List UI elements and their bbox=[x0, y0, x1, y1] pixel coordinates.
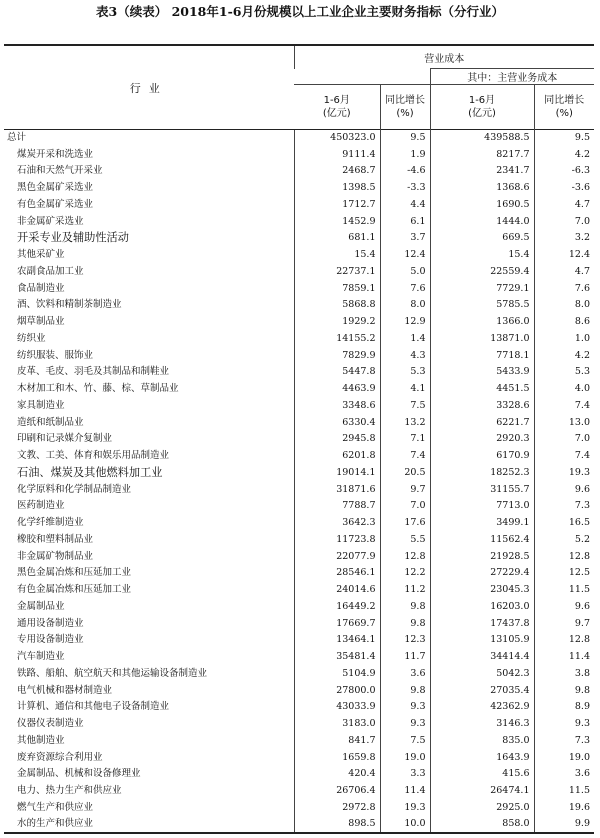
operating-cost-growth-cell: 9.3 bbox=[380, 699, 430, 716]
operating-cost-value-cell: 22737.1 bbox=[294, 264, 380, 281]
main-cost-value-cell: 1368.6 bbox=[430, 180, 534, 197]
operating-cost-value-cell: 7859.1 bbox=[294, 280, 380, 297]
operating-cost-value-cell: 5868.8 bbox=[294, 297, 380, 314]
main-cost-growth-cell: 7.6 bbox=[534, 280, 594, 297]
main-period-header bbox=[430, 85, 534, 130]
operating-cost-growth-cell: 11.7 bbox=[380, 649, 430, 666]
table-row bbox=[4, 532, 594, 549]
operating-cost-growth-cell: 13.2 bbox=[380, 414, 430, 431]
main-cost-growth-cell: 12.5 bbox=[534, 565, 594, 582]
operating-cost-value-cell: 43033.9 bbox=[294, 699, 380, 716]
operating-cost-growth-cell: 9.5 bbox=[380, 130, 430, 147]
industry-name-cell: 通用设备制造业 bbox=[17, 617, 84, 629]
operating-cost-growth-cell: 7.1 bbox=[380, 431, 430, 448]
main-cost-value-cell: 3146.3 bbox=[430, 716, 534, 733]
industry-name-cell: 煤炭开采和洗选业 bbox=[17, 148, 94, 160]
industry-name-cell: 木材加工和木、竹、藤、棕、草制品业 bbox=[17, 383, 179, 395]
main-cost-value-cell: 27229.4 bbox=[430, 565, 534, 582]
operating-cost-growth-cell: 12.4 bbox=[380, 247, 430, 264]
industry-name-cell: 石油、煤炭及其他燃料加工业 bbox=[17, 465, 163, 479]
operating-cost-growth-cell: 3.6 bbox=[380, 666, 430, 683]
table-row bbox=[4, 716, 594, 733]
table-row bbox=[4, 163, 594, 180]
main-cost-growth-cell: 12.8 bbox=[534, 632, 594, 649]
operating-cost-growth-cell: 19.3 bbox=[380, 800, 430, 817]
main-cost-value-cell: 21928.5 bbox=[430, 548, 534, 565]
table-row bbox=[4, 431, 594, 448]
main-cost-value-cell: 7729.1 bbox=[430, 280, 534, 297]
operating-cost-value-cell: 7829.9 bbox=[294, 347, 380, 364]
operating-cost-value-cell: 17669.7 bbox=[294, 615, 380, 632]
period-header-line2: (亿元) bbox=[322, 108, 351, 119]
main-cost-value-cell: 13871.0 bbox=[430, 331, 534, 348]
table-row bbox=[4, 515, 594, 532]
industry-name-cell: 铁路、船舶、航空航天和其他运输设备制造业 bbox=[17, 667, 208, 679]
main-cost-value-cell: 11562.4 bbox=[430, 532, 534, 549]
operating-cost-value-cell: 24014.6 bbox=[294, 582, 380, 599]
main-cost-growth-cell: 7.4 bbox=[534, 448, 594, 465]
table-row bbox=[4, 800, 594, 817]
main-cost-value-cell: 2920.3 bbox=[430, 431, 534, 448]
industry-name-cell: 燃气生产和供应业 bbox=[17, 801, 94, 813]
operating-cost-growth-cell: 12.3 bbox=[380, 632, 430, 649]
main-cost-value-cell: 22559.4 bbox=[430, 264, 534, 281]
industry-name-cell: 有色金属矿采选业 bbox=[17, 198, 94, 210]
industry-name-cell: 皮革、毛皮、羽毛及其制品和制鞋业 bbox=[17, 366, 170, 378]
industry-name-cell: 橡胶和塑料制品业 bbox=[17, 533, 94, 545]
operating-cost-value-cell: 1659.8 bbox=[294, 749, 380, 766]
operating-cost-growth-cell: 1.9 bbox=[380, 146, 430, 163]
main-cost-growth-cell: 8.0 bbox=[534, 297, 594, 314]
table-row bbox=[4, 180, 594, 197]
operating-cost-growth-cell: 7.5 bbox=[380, 733, 430, 750]
operating-cost-value-cell: 3348.6 bbox=[294, 398, 380, 415]
table-row bbox=[4, 666, 594, 683]
operating-cost-growth-cell: 17.6 bbox=[380, 515, 430, 532]
industry-name-cell: 专用设备制造业 bbox=[17, 634, 84, 646]
main-growth-header bbox=[534, 85, 594, 130]
main-cost-growth-cell: 4.7 bbox=[534, 264, 594, 281]
main-cost-growth-cell: 7.3 bbox=[534, 733, 594, 750]
industry-name-cell: 印刷和记录媒介复制业 bbox=[17, 433, 113, 445]
industry-name-cell: 其他采矿业 bbox=[17, 249, 65, 261]
operating-cost-growth-cell: 8.0 bbox=[380, 297, 430, 314]
period-header-line1: 1-6月 bbox=[323, 95, 350, 106]
main-cost-value-cell: 2341.7 bbox=[430, 163, 534, 180]
main-cost-growth-cell: 9.6 bbox=[534, 481, 594, 498]
main-period-header-line1: 1-6月 bbox=[468, 95, 496, 106]
table-row bbox=[4, 465, 594, 482]
operating-cost-growth-cell: 20.5 bbox=[380, 465, 430, 482]
main-cost-growth-cell: 9.7 bbox=[534, 615, 594, 632]
operating-cost-value-cell: 31871.6 bbox=[294, 481, 380, 498]
main-cost-value-cell: 439588.5 bbox=[430, 130, 534, 147]
main-cost-growth-cell: 9.8 bbox=[534, 682, 594, 699]
main-cost-growth-cell: 19.0 bbox=[534, 749, 594, 766]
growth-header-line1: 同比增长 bbox=[385, 95, 425, 106]
industry-name-cell: 农副食品加工业 bbox=[17, 265, 84, 277]
operating-cost-value-cell: 19014.1 bbox=[294, 465, 380, 482]
main-cost-value-cell: 669.5 bbox=[430, 230, 534, 247]
financial-indicators-table bbox=[4, 44, 594, 834]
table-row bbox=[4, 599, 594, 616]
table-row bbox=[4, 749, 594, 766]
operating-cost-growth-cell: 7.4 bbox=[380, 448, 430, 465]
operating-cost-growth-cell: 11.4 bbox=[380, 783, 430, 800]
main-cost-growth-cell: 9.9 bbox=[534, 816, 594, 833]
main-cost-growth-cell: 7.3 bbox=[534, 498, 594, 515]
operating-cost-value-cell: 6330.4 bbox=[294, 414, 380, 431]
main-cost-value-cell: 1366.0 bbox=[430, 314, 534, 331]
operating-cost-value-cell: 420.4 bbox=[294, 766, 380, 783]
operating-cost-growth-cell: 9.7 bbox=[380, 481, 430, 498]
industry-name-cell: 纺织服装、服饰业 bbox=[17, 349, 94, 361]
industry-name-cell: 废弃资源综合利用业 bbox=[17, 751, 103, 763]
table-row bbox=[4, 448, 594, 465]
table-row bbox=[4, 130, 594, 147]
industry-name-cell: 金属制品业 bbox=[17, 600, 65, 612]
table-row bbox=[4, 146, 594, 163]
table-header bbox=[4, 45, 594, 130]
table-row bbox=[4, 331, 594, 348]
main-cost-value-cell: 26474.1 bbox=[430, 783, 534, 800]
operating-cost-growth-cell: 1.4 bbox=[380, 331, 430, 348]
industry-name-cell: 总计 bbox=[4, 130, 294, 147]
operating-cost-value-cell: 7788.7 bbox=[294, 498, 380, 515]
operating-cost-growth-cell: 5.0 bbox=[380, 264, 430, 281]
table-row bbox=[4, 381, 594, 398]
main-cost-value-cell: 3328.6 bbox=[430, 398, 534, 415]
table-body bbox=[4, 130, 594, 834]
main-cost-value-cell: 13105.9 bbox=[430, 632, 534, 649]
operating-cost-value-cell: 898.5 bbox=[294, 816, 380, 833]
main-growth-header-line2: (%) bbox=[555, 108, 573, 119]
table-title: 表3（续表） 2018年1-6月份规模以上工业企业主要财务指标（分行业） bbox=[96, 4, 504, 19]
main-cost-value-cell: 16203.0 bbox=[430, 599, 534, 616]
table-row bbox=[4, 816, 594, 833]
table-row bbox=[4, 632, 594, 649]
operating-cost-growth-cell: 12.8 bbox=[380, 548, 430, 565]
main-cost-growth-cell: 3.2 bbox=[534, 230, 594, 247]
operating-cost-value-cell: 2945.8 bbox=[294, 431, 380, 448]
main-cost-growth-cell: 4.2 bbox=[534, 347, 594, 364]
main-cost-value-cell: 31155.7 bbox=[430, 481, 534, 498]
operating-cost-value-cell: 450323.0 bbox=[294, 130, 380, 147]
table-row bbox=[4, 197, 594, 214]
main-period-header-line2: (亿元) bbox=[468, 108, 496, 119]
industry-name-cell: 其他制造业 bbox=[17, 734, 65, 746]
industry-name-cell: 纺织业 bbox=[17, 332, 46, 344]
main-cost-growth-cell: 13.0 bbox=[534, 414, 594, 431]
operating-cost-growth-cell: -3.3 bbox=[380, 180, 430, 197]
main-cost-value-cell: 858.0 bbox=[430, 816, 534, 833]
industry-name-cell: 烟草制品业 bbox=[17, 316, 65, 328]
table-row bbox=[4, 213, 594, 230]
operating-cost-value-cell: 27800.0 bbox=[294, 682, 380, 699]
operating-cost-value-cell: 28546.1 bbox=[294, 565, 380, 582]
industry-name-cell: 家具制造业 bbox=[17, 399, 65, 411]
main-cost-growth-cell: 11.5 bbox=[534, 582, 594, 599]
table-row bbox=[4, 414, 594, 431]
main-cost-growth-cell: 4.0 bbox=[534, 381, 594, 398]
table-row bbox=[4, 481, 594, 498]
main-cost-value-cell: 27035.4 bbox=[430, 682, 534, 699]
operating-cost-value-cell: 15.4 bbox=[294, 247, 380, 264]
table-row bbox=[4, 682, 594, 699]
operating-cost-growth-cell: 12.2 bbox=[380, 565, 430, 582]
industry-name-cell: 汽车制造业 bbox=[17, 651, 65, 663]
operating-cost-growth-cell: 3.7 bbox=[380, 230, 430, 247]
growth-header bbox=[380, 85, 430, 130]
table-row bbox=[4, 364, 594, 381]
main-cost-value-cell: 2925.0 bbox=[430, 800, 534, 817]
operating-cost-value-cell: 35481.4 bbox=[294, 649, 380, 666]
table-row bbox=[4, 766, 594, 783]
main-cost-growth-cell: 19.6 bbox=[534, 800, 594, 817]
table-row bbox=[4, 247, 594, 264]
main-cost-value-cell: 34414.4 bbox=[430, 649, 534, 666]
table-row bbox=[4, 398, 594, 415]
table-row bbox=[4, 297, 594, 314]
industry-header: 行业 bbox=[4, 45, 294, 130]
industry-name-cell: 黑色金属矿采选业 bbox=[17, 182, 94, 194]
industry-name-cell: 石油和天然气开采业 bbox=[17, 165, 103, 177]
operating-cost-value-cell: 681.1 bbox=[294, 230, 380, 247]
main-cost-value-cell: 17437.8 bbox=[430, 615, 534, 632]
operating-cost-growth-cell: 9.8 bbox=[380, 599, 430, 616]
main-growth-header-line1: 同比增长 bbox=[544, 95, 585, 106]
operating-cost-value-cell: 1929.2 bbox=[294, 314, 380, 331]
main-cost-growth-cell: 7.4 bbox=[534, 398, 594, 415]
main-cost-value-cell: 7718.1 bbox=[430, 347, 534, 364]
main-cost-value-cell: 1444.0 bbox=[430, 213, 534, 230]
table-row bbox=[4, 565, 594, 582]
industry-name-cell: 水的生产和供应业 bbox=[4, 816, 294, 833]
main-cost-value-cell: 5785.5 bbox=[430, 297, 534, 314]
main-cost-growth-cell: 4.2 bbox=[534, 146, 594, 163]
main-cost-value-cell: 1643.9 bbox=[430, 749, 534, 766]
table-row bbox=[4, 264, 594, 281]
main-cost-growth-cell: 7.0 bbox=[534, 213, 594, 230]
operating-cost-value-cell: 3642.3 bbox=[294, 515, 380, 532]
header-spacer bbox=[294, 69, 430, 85]
operating-cost-growth-cell: 10.0 bbox=[380, 816, 430, 833]
industry-name-cell: 非金属矿采选业 bbox=[17, 215, 84, 227]
table-row bbox=[4, 548, 594, 565]
table-row bbox=[4, 733, 594, 750]
industry-name-cell: 仪器仪表制造业 bbox=[17, 718, 84, 730]
operating-cost-value-cell: 1398.5 bbox=[294, 180, 380, 197]
operating-cost-value-cell: 841.7 bbox=[294, 733, 380, 750]
main-cost-value-cell: 7713.0 bbox=[430, 498, 534, 515]
main-cost-growth-cell: 8.6 bbox=[534, 314, 594, 331]
operating-cost-value-cell: 13464.1 bbox=[294, 632, 380, 649]
main-cost-value-cell: 42362.9 bbox=[430, 699, 534, 716]
operating-cost-value-cell: 11723.8 bbox=[294, 532, 380, 549]
operating-cost-growth-cell: 5.5 bbox=[380, 532, 430, 549]
main-cost-value-cell: 8217.7 bbox=[430, 146, 534, 163]
operating-cost-growth-cell: 9.8 bbox=[380, 615, 430, 632]
operating-cost-growth-cell: 19.0 bbox=[380, 749, 430, 766]
operating-cost-value-cell: 5104.9 bbox=[294, 666, 380, 683]
growth-header-line2: (%) bbox=[396, 108, 414, 119]
main-cost-growth-cell: 5.3 bbox=[534, 364, 594, 381]
operating-cost-value-cell: 1712.7 bbox=[294, 197, 380, 214]
main-cost-growth-cell: 5.2 bbox=[534, 532, 594, 549]
industry-name-cell: 黑色金属冶炼和压延加工业 bbox=[17, 567, 132, 579]
main-cost-growth-cell: 4.7 bbox=[534, 197, 594, 214]
operating-cost-value-cell: 2972.8 bbox=[294, 800, 380, 817]
table-row bbox=[4, 498, 594, 515]
main-cost-value-cell: 18252.3 bbox=[430, 465, 534, 482]
operating-cost-growth-cell: 6.1 bbox=[380, 213, 430, 230]
main-cost-value-cell: 835.0 bbox=[430, 733, 534, 750]
main-cost-value-cell: 6170.9 bbox=[430, 448, 534, 465]
operating-cost-growth-cell: 4.3 bbox=[380, 347, 430, 364]
industry-name-cell: 计算机、通信和其他电子设备制造业 bbox=[17, 701, 170, 713]
main-cost-growth-cell: 16.5 bbox=[534, 515, 594, 532]
table-row bbox=[4, 347, 594, 364]
table-row bbox=[4, 280, 594, 297]
operating-cost-growth-cell: 7.6 bbox=[380, 280, 430, 297]
operating-cost-value-cell: 2468.7 bbox=[294, 163, 380, 180]
industry-name-cell: 电气机械和器材制造业 bbox=[17, 684, 113, 696]
industry-name-cell: 金属制品、机械和设备修理业 bbox=[17, 768, 141, 780]
main-cost-growth-cell: 11.4 bbox=[534, 649, 594, 666]
operating-cost-growth-cell: 4.1 bbox=[380, 381, 430, 398]
main-cost-value-cell: 6221.7 bbox=[430, 414, 534, 431]
main-cost-growth-cell: 3.8 bbox=[534, 666, 594, 683]
main-cost-value-cell: 5433.9 bbox=[430, 364, 534, 381]
operating-cost-value-cell: 5447.8 bbox=[294, 364, 380, 381]
operating-cost-value-cell: 16449.2 bbox=[294, 599, 380, 616]
main-cost-value-cell: 5042.3 bbox=[430, 666, 534, 683]
operating-cost-growth-cell: 7.5 bbox=[380, 398, 430, 415]
main-cost-header: 其中：主营业务成本 bbox=[430, 69, 594, 85]
operating-cost-value-cell: 26706.4 bbox=[294, 783, 380, 800]
industry-name-cell: 开采专业及辅助性活动 bbox=[17, 231, 129, 245]
operating-cost-growth-cell: 9.8 bbox=[380, 682, 430, 699]
operating-cost-growth-cell: 4.4 bbox=[380, 197, 430, 214]
industry-name-cell: 非金属矿物制品业 bbox=[17, 550, 94, 562]
industry-name-cell: 化学纤维制造业 bbox=[17, 517, 84, 529]
main-cost-growth-cell: 9.6 bbox=[534, 599, 594, 616]
operating-cost-growth-cell: 5.3 bbox=[380, 364, 430, 381]
table-row bbox=[4, 615, 594, 632]
industry-name-cell: 文教、工美、体育和娱乐用品制造业 bbox=[17, 450, 170, 462]
industry-name-cell: 化学原料和化学制品制造业 bbox=[17, 483, 132, 495]
operating-cost-value-cell: 22077.9 bbox=[294, 548, 380, 565]
industry-name-cell: 电力、热力生产和供应业 bbox=[17, 785, 122, 797]
main-cost-value-cell: 415.6 bbox=[430, 766, 534, 783]
operating-cost-value-cell: 14155.2 bbox=[294, 331, 380, 348]
main-cost-growth-cell: -3.6 bbox=[534, 180, 594, 197]
operating-cost-growth-cell: 9.3 bbox=[380, 716, 430, 733]
main-cost-growth-cell: 11.5 bbox=[534, 783, 594, 800]
table-row bbox=[4, 230, 594, 247]
operating-cost-growth-cell: 7.0 bbox=[380, 498, 430, 515]
table-row bbox=[4, 649, 594, 666]
table-row bbox=[4, 582, 594, 599]
operating-cost-growth-cell: 12.9 bbox=[380, 314, 430, 331]
industry-name-cell: 造纸和纸制品业 bbox=[17, 416, 84, 428]
operating-cost-growth-cell: -4.6 bbox=[380, 163, 430, 180]
period-header bbox=[294, 85, 380, 130]
operating-cost-growth-cell: 3.3 bbox=[380, 766, 430, 783]
main-cost-growth-cell: 8.9 bbox=[534, 699, 594, 716]
main-cost-growth-cell: 7.0 bbox=[534, 431, 594, 448]
main-cost-value-cell: 1690.5 bbox=[430, 197, 534, 214]
main-cost-value-cell: 4451.5 bbox=[430, 381, 534, 398]
operating-cost-value-cell: 9111.4 bbox=[294, 146, 380, 163]
main-cost-value-cell: 23045.3 bbox=[430, 582, 534, 599]
operating-cost-value-cell: 6201.8 bbox=[294, 448, 380, 465]
industry-name-cell: 医药制造业 bbox=[17, 500, 65, 512]
operating-cost-growth-cell: 11.2 bbox=[380, 582, 430, 599]
table-row bbox=[4, 314, 594, 331]
main-cost-growth-cell: 9.3 bbox=[534, 716, 594, 733]
operating-cost-value-cell: 3183.0 bbox=[294, 716, 380, 733]
operating-cost-value-cell: 1452.9 bbox=[294, 213, 380, 230]
main-cost-growth-cell: 12.4 bbox=[534, 247, 594, 264]
industry-name-cell: 食品制造业 bbox=[17, 282, 65, 294]
table-row bbox=[4, 699, 594, 716]
main-cost-growth-cell: 12.8 bbox=[534, 548, 594, 565]
main-cost-growth-cell: 19.3 bbox=[534, 465, 594, 482]
operating-cost-header: 营业成本 bbox=[294, 45, 594, 69]
main-cost-value-cell: 3499.1 bbox=[430, 515, 534, 532]
table-row bbox=[4, 783, 594, 800]
industry-name-cell: 有色金属冶炼和压延加工业 bbox=[17, 584, 132, 596]
operating-cost-value-cell: 4463.9 bbox=[294, 381, 380, 398]
main-cost-growth-cell: -6.3 bbox=[534, 163, 594, 180]
main-cost-growth-cell: 9.5 bbox=[534, 130, 594, 147]
main-cost-growth-cell: 3.6 bbox=[534, 766, 594, 783]
industry-name-cell: 酒、饮料和精制茶制造业 bbox=[17, 299, 122, 311]
main-cost-value-cell: 15.4 bbox=[430, 247, 534, 264]
main-cost-growth-cell: 1.0 bbox=[534, 331, 594, 348]
